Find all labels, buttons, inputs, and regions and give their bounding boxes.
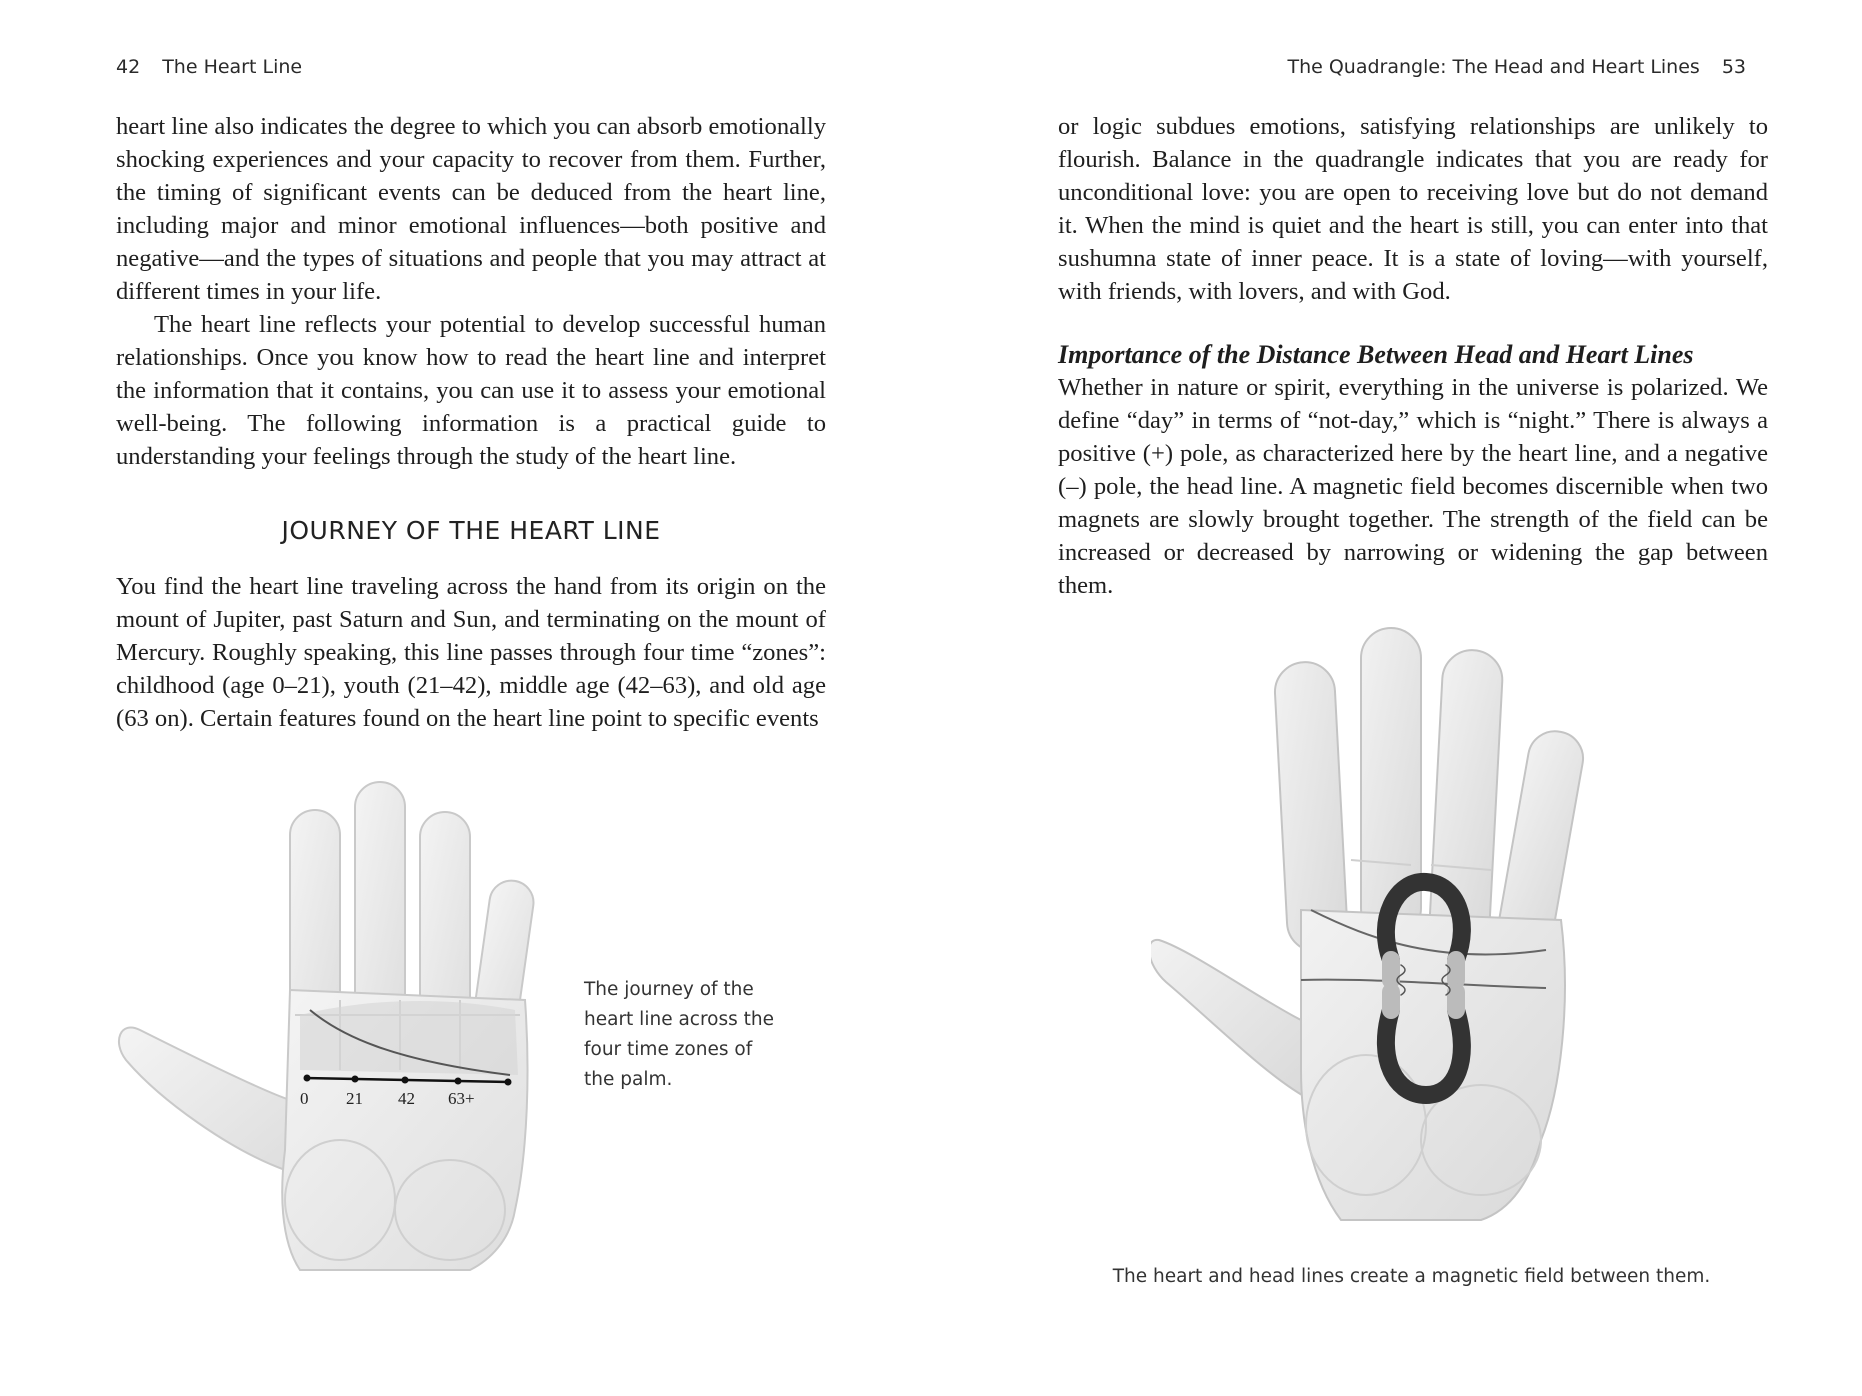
right-running-head-title: The Quadrangle: The Head and Heart Lines (1287, 56, 1700, 78)
left-page-number: 42 (116, 56, 141, 78)
left-running-head (116, 56, 302, 78)
right-running-head (1287, 56, 1746, 78)
right-body-text (1058, 110, 1768, 308)
right-page (931, 0, 1862, 1396)
magnetic-field-hand-illustration (1151, 620, 1711, 1240)
scale-label-21: 21 (346, 1089, 363, 1108)
section-heading: JOURNEY OF THE HEART LINE (281, 516, 661, 545)
right-paragraph-1: or logic subdues emotions, satisfying relationships are unlikely to flourish. Balance in the quadrangle indicates that you are ready for unconditional love: you are open to receiving love but do not demand it. When the mind is quiet and the heart is still, you can enter into that sushumna state of inner peace. It is a state of loving—with yourself, with friends, with lovers, and with God. (1058, 113, 1768, 305)
left-section-paragraph: You find the heart line traveling across the hand from its origin on the mount of Jupiter, past Saturn and Sun, and terminating on the mount of Mercury. Roughly speaking, this line passes through four time “zones”: childhood (age 0–21), youth (21–42), middle age (42–63), and old age (63 on). Certain features found on the heart line point to specific events (116, 573, 826, 732)
left-running-head-title: The Heart Line (162, 56, 303, 78)
scale-label-0: 0 (300, 1089, 309, 1108)
scale-label-42: 42 (398, 1089, 415, 1108)
right-figure-caption: The heart and head lines create a magnetic field between them. (1112, 1266, 1711, 1287)
right-section (1058, 338, 1768, 602)
right-subheading: Importance of the Distance Between Head and Heart Lines (1058, 340, 1694, 369)
left-body-text (116, 110, 826, 473)
right-page-number: 53 (1721, 56, 1746, 78)
left-paragraph-1: heart line also indicates the degree to which you can absorb emotionally shocking experiences and your capacity to recover from them. Further, the timing of significant events can be deduced from the heart line, including major and minor emotional influences—both positive and negative—and the types of situations and people that you may attract at different times in your life. (116, 113, 826, 305)
left-figure-caption: The journey of the heart line across the four time zones of the palm. (584, 979, 774, 1090)
left-paragraph-2: The heart line reflects your potential to develop successful human relationships. Once you know how to read the heart line and interpret the information that it contains, you can use it to assess your emotional well-being. The following information is a practical guide to understanding your feelings through the study of the heart line. (116, 311, 826, 470)
scale-label-63: 63+ (448, 1089, 475, 1108)
left-section-body (116, 570, 826, 735)
right-section-paragraph: Whether in nature or spirit, everything in the universe is polarized. We define “day” in terms of “not-day,” which is “night.” There is always a positive (+) pole, as characterized here by the heart line, and a negative (–) pole, the head line. A magnetic field becomes discernible when two magnets are slowly brought together. The strength of the field can be increased or decreased by narrowing or widening the gap between them. (1058, 374, 1768, 599)
heart-line-hand-illustration (110, 770, 570, 1290)
